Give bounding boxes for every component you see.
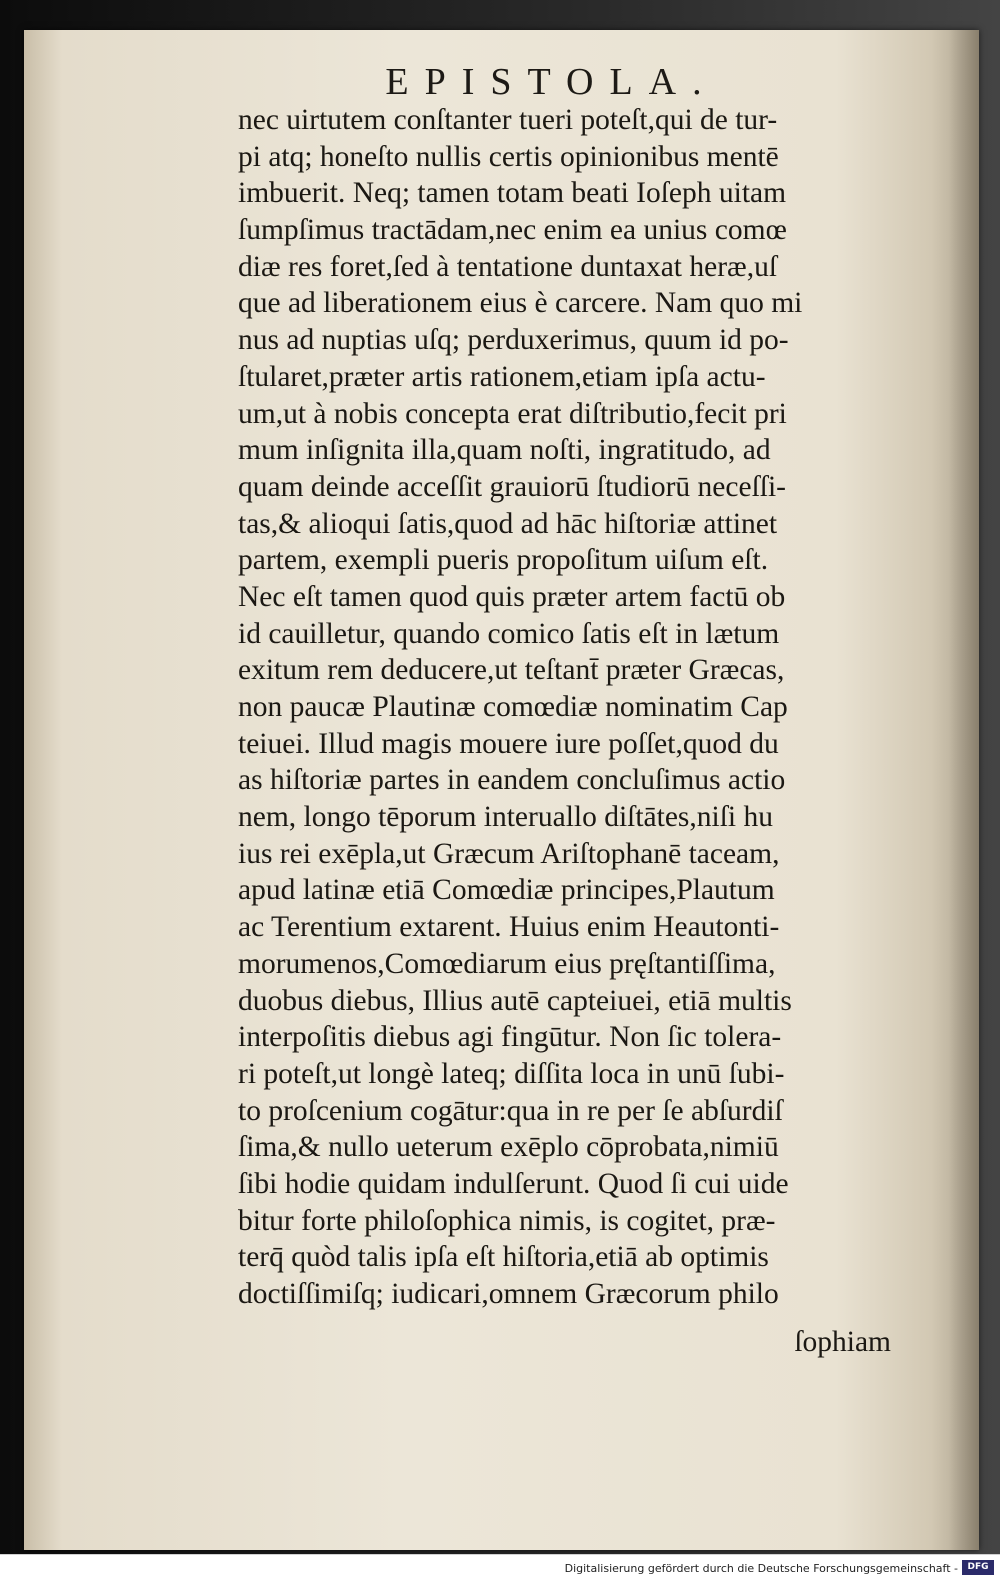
- dfg-logo: DFG: [962, 1560, 994, 1575]
- text-line: apud latinæ etiā Comœdiæ principes,Plautum: [238, 874, 775, 907]
- text-line: id cauilletur, quando comico ſatis eſt in lætum: [238, 617, 780, 650]
- text-line: nus ad nuptias uſq; perduxerimus, quum id po-: [238, 324, 789, 357]
- text-line: as hiſtoriæ partes in eandem concluſimus actio: [238, 764, 786, 797]
- text-line: pi atq; honeſto nullis certis opinionibus mentē: [238, 140, 779, 173]
- text-line: diæ res foret,ſed à tentatione duntaxat heræ,uſ: [238, 250, 778, 283]
- text-line: morumenos,Comœdiarum eius pręſtantiſſima,: [238, 947, 776, 980]
- text-line: imbuerit. Neq; tamen totam beati Ioſeph uitam: [238, 177, 787, 210]
- text-line: nec uirtutem conſtanter tueri poteſt,qui de tur-: [238, 104, 778, 136]
- text-line: terq̄ quòd talis ipſa eſt hiſtoria,etiā ab optimis: [238, 1241, 769, 1274]
- catchword: ſophiam: [794, 1326, 891, 1358]
- book-page: [24, 30, 979, 1550]
- text-line: nem, longo tēporum interuallo diſtātes,niſi hu: [238, 801, 774, 834]
- text-line: que ad liberationem eius è carcere. Nam quo mi: [238, 287, 803, 320]
- page-edge-shadow: [949, 30, 979, 1550]
- text-line: quam deinde acceſſit grauiorū ſtudiorū neceſſi-: [238, 470, 786, 503]
- text-line: exitum rem deducere,ut teſtant̄ præter Græcas,: [238, 654, 785, 687]
- body-text: [238, 102, 938, 1313]
- text-line: ſtularet,præter artis rationem,etiam ipſa actu-: [238, 360, 766, 393]
- text-line: tas,& alioqui ſatis,quod ad hāc hiſtoriæ attinet: [238, 507, 778, 540]
- funding-credit: Digitalisierung gefördert durch die Deutsche Forschungsgemeinschaft -: [564, 1562, 958, 1575]
- text-line: doctiſſimiſq; iudicari,omnem Græcorum philo: [238, 1278, 779, 1310]
- running-header: EPISTOLA.: [385, 61, 718, 103]
- text-line: mum inſignita illa,quam noſti, ingratitudo, ad: [238, 434, 771, 467]
- text-line: ſumpſimus tractādam,nec enim ea unius comœ: [238, 214, 787, 247]
- text-line: non paucæ Plautinæ comœdiæ nominatim Cap: [238, 691, 788, 723]
- text-line: to proſcenium cogātur:qua in re per ſe abſurdiſ: [238, 1094, 783, 1127]
- text-line: Nec eſt tamen quod quis præter artem factū ob: [238, 580, 786, 613]
- text-line: teiuei. Illud magis mouere iure poſſet,quod du: [238, 727, 779, 760]
- text-line: um,ut à nobis concepta erat diſtributio,fecit pri: [238, 397, 787, 430]
- text-line: ac Terentium extarent. Huius enim Heautonti-: [238, 911, 780, 944]
- text-line: ſima,& nullo ueterum exēplo cōprobata,nimiū: [238, 1131, 779, 1164]
- digitization-footer: [0, 1554, 1000, 1579]
- text-line: interpoſitis diebus agi fingūtur. Non ſic tolera-: [238, 1021, 782, 1054]
- text-line: bitur forte philoſophica nimis, is cogitet, præ-: [238, 1204, 776, 1237]
- text-line: duobus diebus, Illius autē capteiuei, etiā multis: [238, 984, 792, 1017]
- text-line: ſibi hodie quidam indulſerunt. Quod ſi cui uide: [238, 1167, 789, 1200]
- text-line: ius rei exēpla,ut Græcum Ariſtophanē taceam,: [238, 837, 780, 870]
- text-line: ri poteſt,ut longè lateq; diſſita loca in unū ſubi-: [238, 1057, 785, 1090]
- text-line: partem, exempli pueris propoſitum uiſum eſt.: [238, 544, 769, 577]
